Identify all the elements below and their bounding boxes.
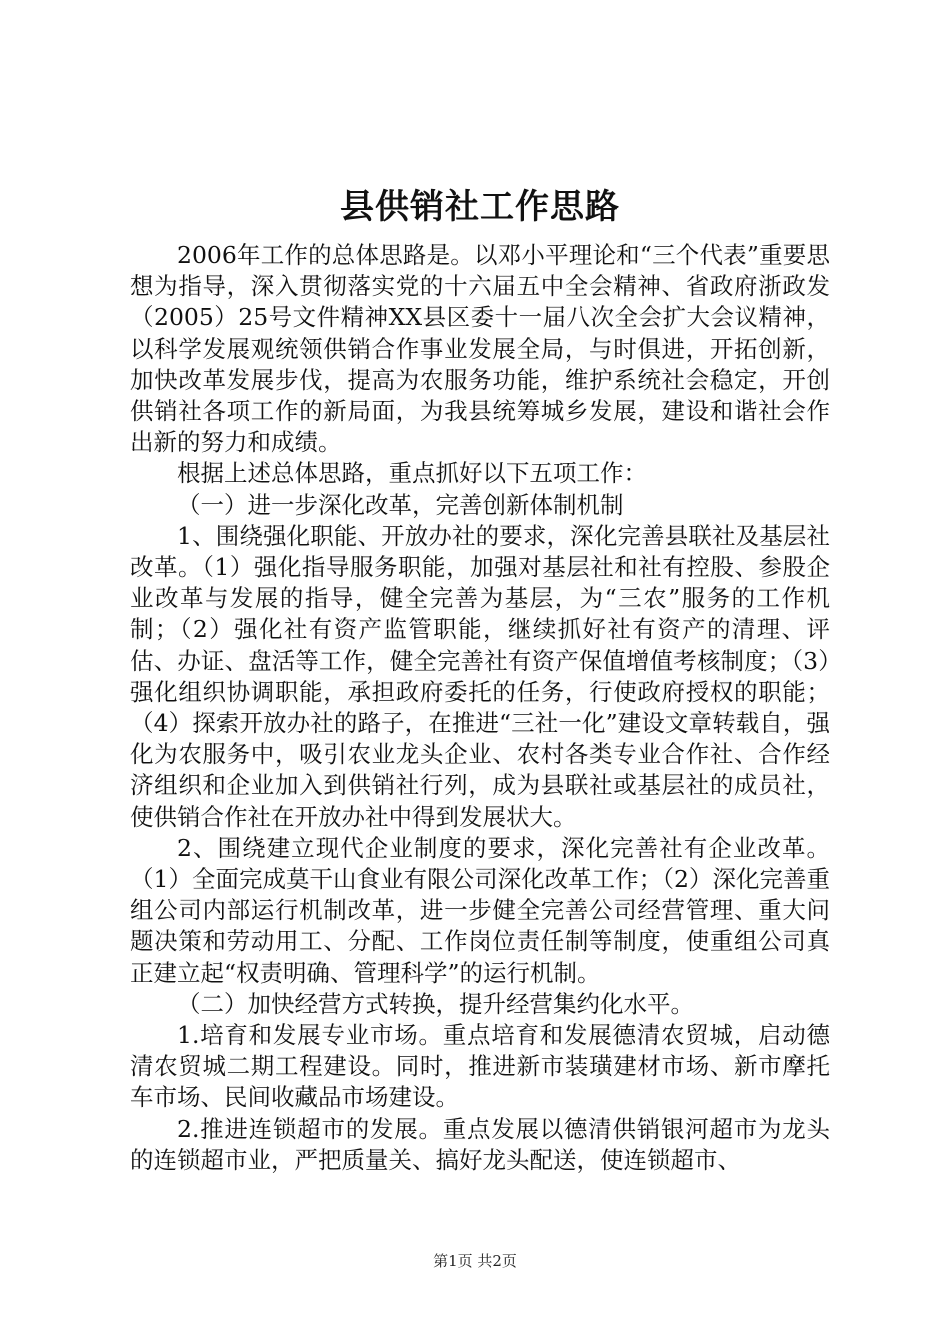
section-heading-operations: （二）加快经营方式转换，提升经营集约化水平。 [177,989,694,1018]
paragraph-chain-stores: 2.推进连锁超市的发展。重点发展以德清供销银河超市为龙头的连锁超市业，严把质量关、搞好龙头配送，使连锁超市、 [130,1114,830,1174]
document-title: 县供销社工作思路 [340,187,620,227]
paragraph-five-tasks: 根据上述总体思路，重点抓好以下五项工作： [177,459,647,488]
page-footer: 第1页 共2页 [433,1252,517,1270]
document-page [130,180,830,1176]
section-heading-reform: （一）进一步深化改革，完善创新体制机制 [177,490,624,519]
paragraph-item-1: 1、围绕强化职能、开放办社的要求，深化完善县联社及基层社改革。（1）强化指导服务职能，加强对基层社和社有控股、参股企业改革与发展的指导，健全完善为基层，为“三农”服务的工作机制；（2）强化社有资产监管职能，继续抓好社有资产的清理、评估、办证、盘活等工作，健全完善社有资产保值增值考核制度；（3）强化组织协调职能，承担政府委托的任务，行使政府授权的职能；（4）探索开放办社的路子，在推进“三社一化”建设文章转载自，强化为农服务中，吸引农业龙头企业、农村各类专业合作社、合作经济组织和企业加入到供销社行列，成为县联社或基层社的成员社，使供销合作社在开放办社中得到发展状大。 [130,521,830,831]
paragraph-item-2: 2、围绕建立现代企业制度的要求，深化完善社有企业改革。（1）全面完成莫干山食业有限公司深化改革工作；（2）深化完善重组公司内部运行机制改革，进一步健全完善公司经营管理、重大问题决策和劳动用工、分配、工作岗位责任制等制度，使重组公司真正建立起“权责明确、管理科学”的运行机制。 [130,833,830,987]
paragraph-overall-thinking: 2006年工作的总体思路是。以邓小平理论和“三个代表”重要思想为指导，深入贯彻落实党的十六届五中全会精神、省政府浙政发（2005）25号文件精神XX县区委十一届八次全会扩大会议精神，以科学发展观统领供销合作事业发展全局，与时俱进，开拓创新，加快改革发展步伐，提高为农服务功能，维护系统社会稳定，开创供销社各项工作的新局面，为我县统筹城乡发展，建设和谐社会作出新的努力和成绩。 [130,241,830,457]
paragraph-market: 1.培育和发展专业市场。重点培育和发展德清农贸城，启动德清农贸城二期工程建设。同时，推进新市装璜建材市场、新市摩托车市场、民间收藏品市场建设。 [130,1021,830,1112]
